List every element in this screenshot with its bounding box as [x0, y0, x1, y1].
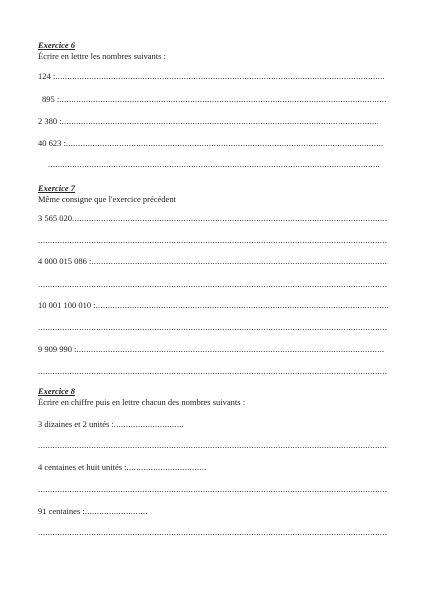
dotted-line: [72, 213, 388, 223]
dotted-line: [38, 366, 388, 376]
dotted-line: [66, 138, 384, 148]
number-label: 9 909 990 :: [38, 344, 77, 354]
number-label: 895 :: [42, 94, 60, 104]
exercise-7-title: Exercice 7: [38, 183, 76, 193]
number-label: 3 dizaines et 2 unités :: [38, 419, 114, 429]
continuation-line[interactable]: [48, 159, 380, 169]
exercise-8-instruction: Écrire en chiffre puis en lettre chacun des nombres suivants :: [38, 397, 246, 407]
dotted-line: [38, 440, 388, 450]
continuation-line[interactable]: [38, 527, 388, 537]
number-label: 40 623 :: [38, 138, 66, 148]
dotted-line: [85, 506, 148, 516]
dotted-line: [91, 256, 388, 266]
number-label: 91 centaines :: [38, 506, 85, 516]
exercise-7-instruction: Même consigne que l'exercice précédent: [38, 194, 176, 204]
dotted-line: [38, 322, 388, 332]
answer-line[interactable]: [38, 506, 148, 516]
continuation-line[interactable]: [38, 440, 388, 450]
dotted-line: [48, 159, 380, 169]
exercise-8-title: Exercice 8: [38, 386, 76, 396]
answer-line[interactable]: [38, 462, 206, 472]
dotted-line: [77, 344, 385, 354]
exercise-6-instruction: Écrire en lettre les nombres suivants :: [38, 51, 166, 61]
dotted-line: [38, 484, 388, 494]
number-label: 4 000 015 086 :: [38, 256, 92, 266]
continuation-line[interactable]: [38, 235, 388, 245]
continuation-line[interactable]: [38, 484, 388, 494]
dotted-line: [127, 462, 206, 472]
dotted-line: [38, 279, 388, 289]
dotted-line: [59, 94, 386, 104]
answer-line[interactable]: [38, 213, 388, 223]
dotted-line: [55, 71, 384, 81]
answer-line[interactable]: [38, 300, 388, 310]
number-label: 2 380 :: [38, 116, 62, 126]
dotted-line: [114, 419, 184, 429]
answer-line[interactable]: [38, 71, 384, 81]
number-label: 10 001 100 010 :: [38, 300, 96, 310]
answer-line[interactable]: [38, 138, 384, 148]
dotted-line: [38, 527, 388, 537]
answer-line[interactable]: [38, 344, 384, 354]
answer-line[interactable]: [38, 419, 184, 429]
answer-line[interactable]: [38, 116, 378, 126]
dotted-line: [96, 300, 388, 310]
number-label: 124 :: [38, 71, 56, 81]
exercise-6-title: Exercice 6: [38, 40, 76, 50]
continuation-line[interactable]: [38, 279, 388, 289]
number-label: 3 565 020: [38, 213, 72, 223]
dotted-line: [62, 116, 378, 126]
continuation-line[interactable]: [38, 366, 388, 376]
answer-line[interactable]: [38, 256, 388, 266]
answer-line[interactable]: [42, 94, 386, 104]
dotted-line: [38, 235, 388, 245]
number-label: 4 centaines et huit unités :: [38, 462, 127, 472]
continuation-line[interactable]: [38, 322, 388, 332]
